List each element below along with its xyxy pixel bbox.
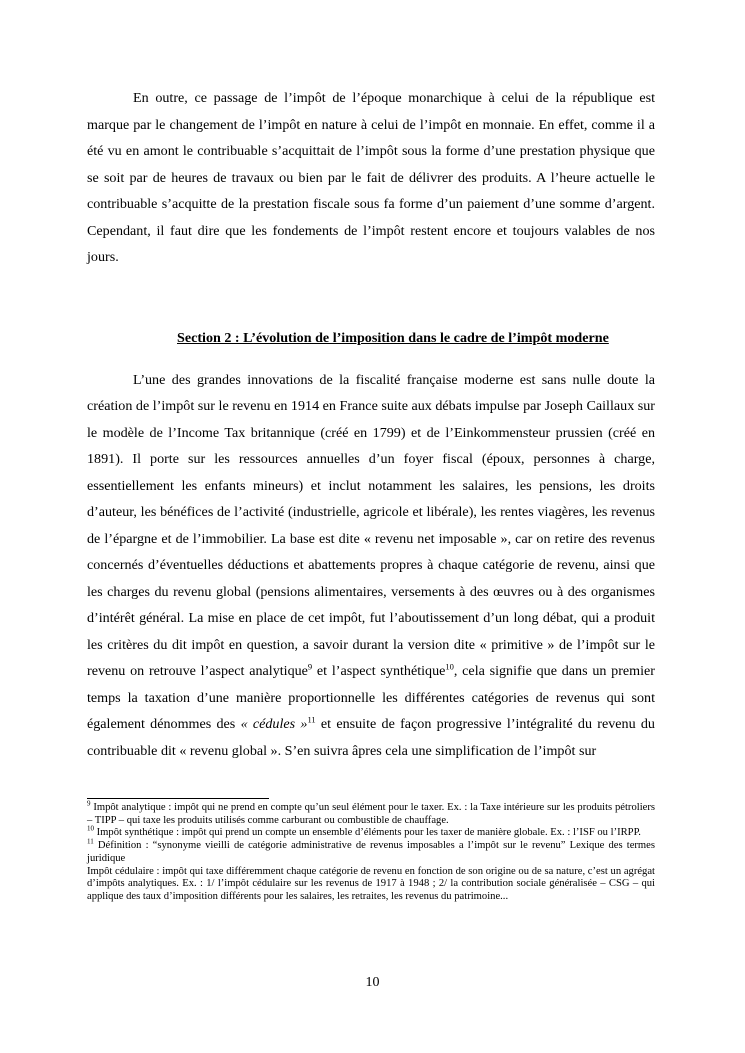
footnote-ref-11[interactable]: 11 [307,714,316,725]
footnote-11-number: 11 [87,837,94,846]
paragraph-1: En outre, ce passage de l’impôt de l’époque monarchique à celui de la république est marque par le changement de l’impôt en nature à celui de l’impôt en monnaie. En effet, comme il a été vu en amont le contribuable s’acquittait de l’impôt sous la forme d’une prestation physique que se soit par de heures de travaux ou bien par le fait de délivrer des produits. A l’heure actuelle le contribuable s’acquitte de la prestation fiscale sous fa forme d’un paiement d’une somme d’argent. Cependant, il faut dire que les fondements de l’impôt restent encore et toujours valables de nos jours. [87,90,655,265]
footnote-ref-9[interactable]: 9 [307,661,313,672]
footnote-11-extra: Impôt cédulaire : impôt qui taxe différemment chaque catégorie de revenu en fonction de son origine ou de sa nature, c’est un agrégat d’impôts analytiques. Ex. : 1/ l’impôt cédulaire sur les revenus de 1917 à 1948 ; 2/ la contribution sociale généralisée – CSG – qui applique des taux d’imposition différents pour les salaires, les retraites, les revenus du patrimoine... [87,865,655,902]
footnote-11 [87,837,655,865]
section-title: Section 2 : L’évolution de l’imposition dans le cadre de l’impôt moderne [177,329,609,346]
footnotes [87,799,655,904]
footnote-9 [87,799,655,827]
footnote-10-text: Impôt synthétique : impôt qui prend un compte un ensemble d’éléments pour les taxer de manière globale. Ex. : l’ISF ou l’IRPP. [94,827,641,839]
footnote-10-number: 10 [87,824,94,833]
paragraph-2-part-4: et ensuite de façon progressive l’intégralité du revenu du contribuable dit « revenu global ». S’en suivra âpres cela une simplification de l’impôt sur [87,716,655,759]
footnote-9-text: Impôt analytique : impôt qui ne prend en compte qu’un seul élément pour le taxer. Ex. : la Taxe intérieure sur les produits pétroliers – TIPP – qui taxe les produits utilisés comme carburant ou combustible de chauffage. [87,802,655,826]
footnote-9-number: 9 [87,799,91,808]
footnote-ref-10[interactable]: 10 [445,661,454,672]
paragraph-2-part-1: L’une des grandes innovations de la fiscalité française moderne est sans nulle doute la création de l’impôt sur le revenu en 1914 en France suite aux débats impulse par Joseph Caillaux sur le modèle de l’Income Tax britannique (créé en 1799) et de l’Einkommensteur prussien (créé en 1891). Il porte sur les ressources annuelles d’un foyer fiscal (époux, personnes à charge, essentiellement les enfants mineurs) et inclut notamment les salaires, les pensions, les droits d’auteur, les bénéfices de l’activité (industrielle, agricole et libérale), les rentes viagères, les revenus de l’épargne et de l’immobilier. La base est dite « revenu net imposable », car on retire des revenus concernés d’éventuelles déductions et abattements propres à chaque catégorie de revenu, ainsi que les charges du revenu global (pensions alimentaires, versements à des œuvres ou à des organismes d’intérêt général. La mise en place de cet impôt, fut l’aboutissement d’un long débat, qui a produit les critères du dit impôt en question, a savoir durant la version dite « primitive » de l’impôt sur le revenu on retrouve l’aspect analytique [87,371,655,679]
page-number: 10 [365,975,380,990]
cedules-term: « cédules » [240,716,308,732]
paragraph-2 [87,367,655,765]
paragraph-2-part-3: , cela signifie que dans un premier temps la taxation d’une manière proportionnelle les différentes catégories de revenus qui sont également dénommes des [87,663,655,732]
footnote-separator [87,798,269,799]
paragraph-2-part-2: et l’aspect synthétique [312,663,446,679]
page-body [87,85,655,764]
footnote-10 [87,824,655,840]
footnote-11-text: Définition : “synonyme vieilli de catégorie administrative de revenus imposables a l’impôt sur le revenu” Lexique des termes juridique [87,840,655,864]
